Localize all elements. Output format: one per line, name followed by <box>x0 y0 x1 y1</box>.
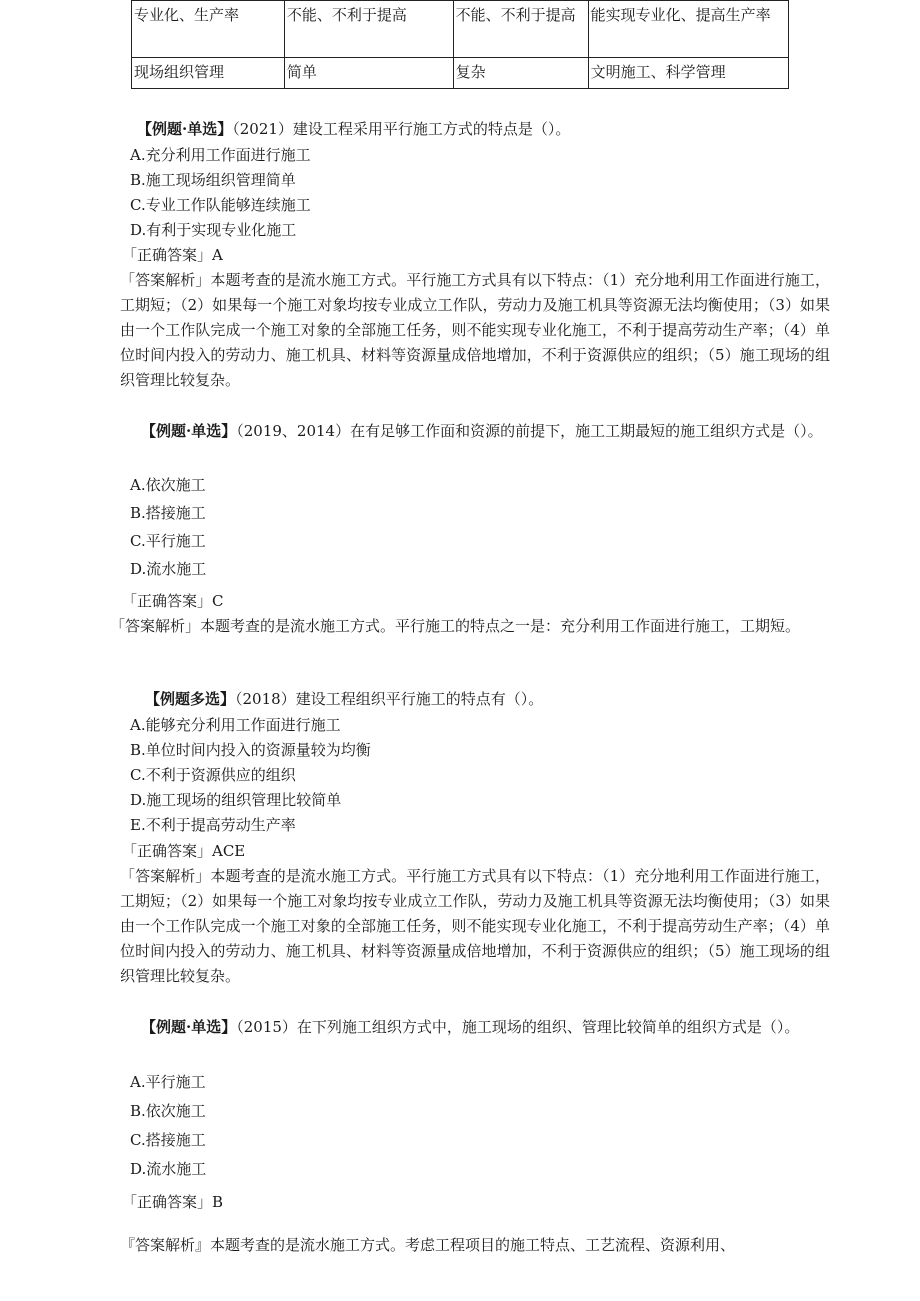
question-1-text: （2021）建设工程采用平行施工方式的特点是（）。 <box>232 120 571 138</box>
table-cell: 简单 <box>284 58 453 89</box>
table-cell: 不能、不利于提高 <box>284 1 453 58</box>
question-1-analysis: 「答案解析」本题考查的是流水施工方式。平行施工方式具有以下特点：（1）充分地利用工作面进行施工，工期短；（2）如果每一个施工对象均按专业成立工作队，劳动力及施工机具等资源无法均衡使用；（3）如果由一个工作队完成一个施工对象的全部施工任务，则不能实现专业化施工，不利于提高劳动生产率；（4）单位时间内投入的劳动力、施工机具、材料等资源量成倍地增加，不利于资源供应的组织；（5）施工现场的组织管理比较复杂。 <box>120 271 830 389</box>
question-4-text: （2015）在下列施工组织方式中，施工现场的组织、管理比较简单的组织方式是（）。 <box>236 1018 800 1036</box>
question-4-analysis: 『答案解析』本题考查的是流水施工方式。考虑工程项目的施工特点、工艺流程、资源利用、 <box>120 1236 736 1254</box>
question-2-answer: 「正确答案」C <box>122 592 224 610</box>
table-row <box>132 1 789 58</box>
question-1-answer: 「正确答案」A <box>122 246 223 264</box>
question-4-stem <box>97 1015 837 1040</box>
question-1-option-d: D.有利于实现专业化施工 <box>130 221 297 239</box>
question-2-stem <box>97 419 837 444</box>
table-row <box>132 58 789 89</box>
question-3-option-b: B.单位时间内投入的资源量较为均衡 <box>130 741 371 759</box>
question-3-stem <box>97 687 837 712</box>
question-2-tag: 【例题·单选】 <box>141 422 237 440</box>
table-cell: 现场组织管理 <box>132 58 285 89</box>
question-1-option-a: A.充分利用工作面进行施工 <box>130 146 311 164</box>
question-4-option-b: B.依次施工 <box>130 1102 206 1120</box>
question-3-answer: 「正确答案」ACE <box>122 842 246 860</box>
table-cell: 复杂 <box>453 58 588 89</box>
question-2-option-c: C.平行施工 <box>130 532 206 550</box>
question-4-answer: 「正确答案」B <box>122 1193 224 1211</box>
question-2-option-d: D.流水施工 <box>130 560 207 578</box>
question-3-text: （2018）建设工程组织平行施工的特点有（）。 <box>235 690 544 708</box>
question-4-tag: 【例题·单选】 <box>141 1018 237 1036</box>
question-3-option-a: A.能够充分利用工作面进行施工 <box>130 716 341 734</box>
question-2-text: （2019、2014）在有足够工作面和资源的前提下，施工工期最短的施工组织方式是（）。 <box>236 422 823 440</box>
question-4-option-a: A.平行施工 <box>130 1073 206 1091</box>
table-cell: 文明施工、科学管理 <box>588 58 788 89</box>
question-1-tag: 【例题·单选】 <box>137 120 233 138</box>
question-1-option-c: C.专业工作队能够连续施工 <box>130 196 311 214</box>
question-3-option-c: C.不利于资源供应的组织 <box>130 766 296 784</box>
comparison-table <box>131 0 789 89</box>
question-1-stem <box>97 117 837 142</box>
table-cell: 能实现专业化、提高生产率 <box>588 1 788 58</box>
question-3-analysis: 「答案解析」本题考查的是流水施工方式。平行施工方式具有以下特点：（1）充分地利用工作面进行施工，工期短；（2）如果每一个施工对象均按专业成立工作队，劳动力及施工机具等资源无法均衡使用；（3）如果由一个工作队完成一个施工对象的全部施工任务，则不能实现专业化施工，不利于提高劳动生产率；（4）单位时间内投入的劳动力、施工机具、材料等资源量成倍地增加，不利于资源供应的组织；（5）施工现场的组织管理比较复杂。 <box>120 867 830 985</box>
question-4-option-d: D.流水施工 <box>130 1160 207 1178</box>
question-3-option-e: E.不利于提高劳动生产率 <box>130 816 296 834</box>
question-3-tag: 【例题多选】 <box>145 690 236 708</box>
question-4-option-c: C.搭接施工 <box>130 1131 206 1149</box>
table-cell: 不能、不利于提高 <box>453 1 588 58</box>
question-1-option-b: B.施工现场组织管理简单 <box>130 171 296 189</box>
question-2-analysis: 「答案解析」本题考查的是流水施工方式。平行施工的特点之一是：充分利用工作面进行施工，工期短。 <box>110 617 801 635</box>
table-cell: 专业化、生产率 <box>132 1 285 58</box>
question-2-option-a: A.依次施工 <box>130 476 206 494</box>
question-3-option-d: D.施工现场的组织管理比较简单 <box>130 791 342 809</box>
question-2-option-b: B.搭接施工 <box>130 504 206 522</box>
